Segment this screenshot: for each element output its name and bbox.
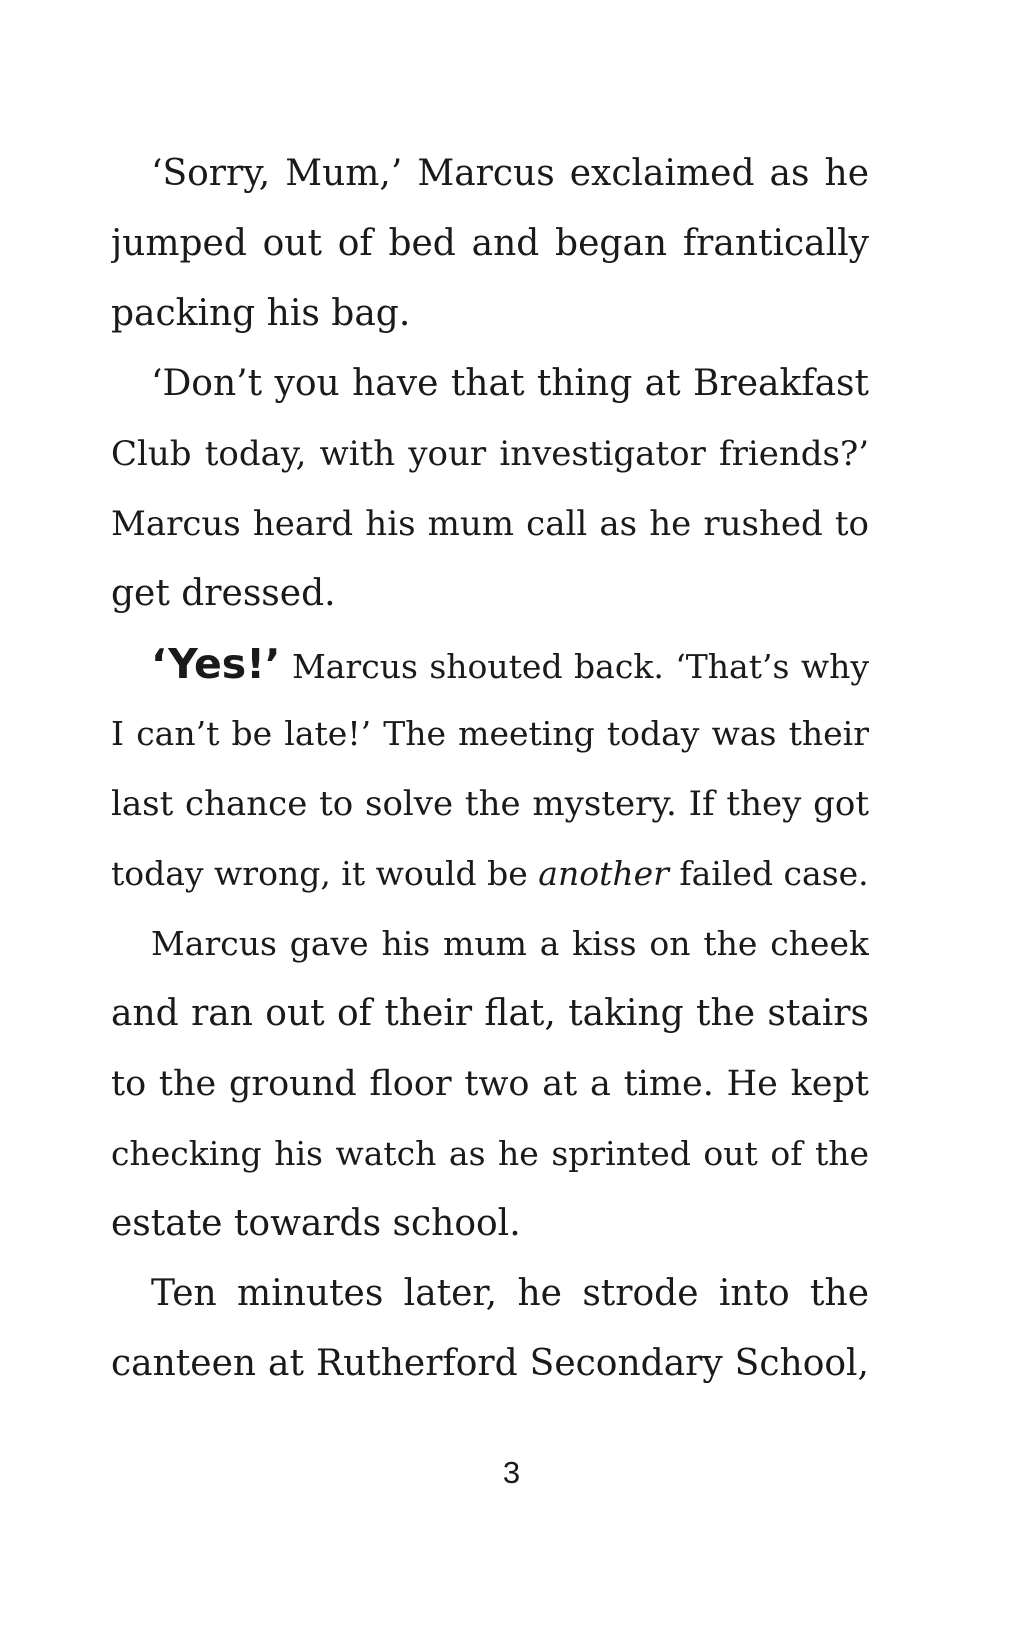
text-line: last chance to solve the mystery. If they got [111,784,869,824]
page-number: 3 [502,1455,521,1490]
text-line: packing his bag. [111,293,411,334]
text-line: get dressed. [111,573,336,614]
text-line-before: today wrong, it would be [111,854,539,893]
text-line: jumped out of bed and began frantically [111,223,869,264]
text-line [111,839,869,909]
text-line: and ran out of their flat, taking the stairs [111,993,869,1034]
text-line: I can’t be late!’ The meeting today was their [111,714,869,753]
text-line-rest: Marcus shouted back. ‘That’s why [280,647,869,686]
text-line-after: failed case. [668,854,869,893]
text-line: Club today, with your investigator friends?’ [111,434,869,474]
shout-text: ‘Yes!’ [151,640,281,688]
text-line: canteen at Rutherford Secondary School, [111,1343,869,1384]
text-line: estate towards school. [111,1203,521,1244]
text-line: ‘Don’t you have that thing at Breakfast [151,363,869,404]
text-line: checking his watch as he sprinted out of the [111,1134,869,1173]
text-line: Ten minutes later, he strode into the [151,1273,869,1314]
text-line: Marcus heard his mum call as he rushed to [111,504,869,544]
text-line: to the ground floor two at a time. He kept [111,1064,869,1104]
body-text [111,139,869,1399]
text-line [111,629,869,699]
text-line: ‘Sorry, Mum,’ Marcus exclaimed as he [151,153,869,194]
text-line: Marcus gave his mum a kiss on the cheek [151,924,869,963]
emphasis-text: another [538,854,669,893]
